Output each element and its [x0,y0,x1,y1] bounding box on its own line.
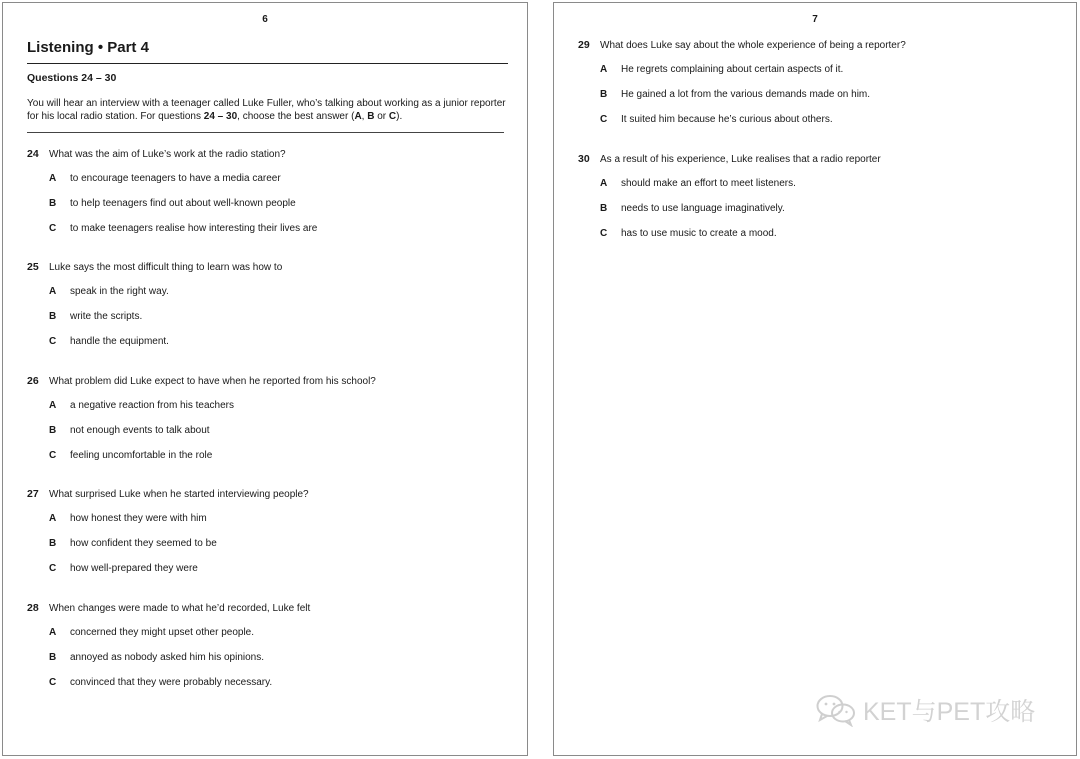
option-b [27,652,517,666]
option-letter: A [49,400,57,411]
question-number: 26 [27,375,39,387]
question-text: What surprised Luke when he started interviewing people? [49,489,309,500]
option-letter: B [49,198,57,209]
question-text: What does Luke say about the whole experience of being a reporter? [600,40,906,51]
option-letter: A [600,64,608,75]
title-divider [27,63,508,64]
question-24 [27,148,517,237]
wechat-icon [815,693,857,727]
question-27 [27,488,517,577]
watermark [815,692,1035,728]
question-number: 25 [27,261,39,273]
option-letter: B [49,538,57,549]
option-a [27,400,517,414]
option-a [578,64,1066,78]
option-b [578,203,1066,217]
option-text: write the scripts. [70,311,143,322]
question-30 [578,153,1066,242]
question-number: 24 [27,148,39,160]
question-stem [578,153,1066,167]
option-letter: A [49,513,57,524]
question-number: 28 [27,602,39,614]
instructions-separator: or [374,111,389,122]
option-letter: C [49,677,57,688]
question-stem [578,39,1066,53]
option-letter: C [49,336,57,347]
question-text: Luke says the most difficult thing to learn was how to [49,262,283,273]
option-a [27,173,517,187]
option-b [27,311,517,325]
option-c [578,228,1066,242]
option-text: should make an effort to meet listeners. [621,178,796,189]
instructions-option-c: C [388,111,397,122]
question-26 [27,375,517,464]
exam-page-right [553,2,1077,756]
option-letter: A [600,178,608,189]
option-letter: A [49,173,57,184]
option-letter: C [600,228,608,239]
option-c [27,677,517,691]
question-text: What problem did Luke expect to have when he reported from his school? [49,376,376,387]
instructions-option-a: A [354,111,362,122]
option-text: to make teenagers realise how interesting their lives are [70,223,318,234]
option-c [27,336,517,350]
option-text: needs to use language imaginatively. [621,203,785,214]
option-text: how well-prepared they were [70,563,198,574]
section-heading: Questions 24 – 30 [27,72,117,84]
option-a [27,627,517,641]
watermark-text: KET与PET攻略 [863,698,1036,726]
option-c [578,114,1066,128]
option-text: how honest they were with him [70,513,207,524]
exam-page-left [2,2,528,756]
question-text: What was the aim of Luke’s work at the radio station? [49,149,286,160]
option-text: handle the equipment. [70,336,169,347]
option-a [27,286,517,300]
option-text: convinced that they were probably necessary. [70,677,273,688]
question-number: 29 [578,39,590,51]
option-b [27,198,517,212]
option-b [27,425,517,439]
option-text: feeling uncomfortable in the role [70,450,213,461]
option-text: how confident they seemed to be [70,538,217,549]
option-text: speak in the right way. [70,286,169,297]
instructions-text: , choose the best answer ( [237,111,355,122]
option-text: He gained a lot from the various demands made on him. [621,89,871,100]
option-a [578,178,1066,192]
question-stem [27,148,517,162]
option-letter: B [600,89,608,100]
question-stem [27,261,517,275]
instructions-option-b: B [367,111,375,122]
option-a [27,513,517,527]
option-letter: B [49,311,57,322]
option-text: to encourage teenagers to have a media career [70,173,281,184]
option-letter: C [49,223,57,234]
option-c [27,563,517,577]
page-number: 7 [812,14,818,25]
question-29 [578,39,1066,128]
option-text: He regrets complaining about certain aspects of it. [621,64,844,75]
question-stem [27,602,517,616]
instructions [27,97,517,123]
option-letter: C [49,563,57,574]
option-text: has to use music to create a mood. [621,228,777,239]
option-b [27,538,517,552]
option-letter: C [600,114,608,125]
option-letter: B [49,652,57,663]
question-text: When changes were made to what he’d recorded, Luke felt [49,603,311,614]
option-letter: B [600,203,608,214]
question-number: 30 [578,153,590,165]
option-text: a negative reaction from his teachers [70,400,234,411]
instructions-text: ). [396,111,403,122]
question-28 [27,602,517,691]
option-c [27,450,517,464]
instructions-divider [27,132,504,133]
part-title: Listening • Part 4 [27,39,149,56]
option-text: to help teenagers find out about well-known people [70,198,296,209]
question-25 [27,261,517,350]
option-text: It suited him because he’s curious about others. [621,114,833,125]
question-number: 27 [27,488,39,500]
option-c [27,223,517,237]
option-b [578,89,1066,103]
option-letter: A [49,286,57,297]
option-text: not enough events to talk about [70,425,210,436]
question-text: As a result of his experience, Luke realises that a radio reporter [600,154,881,165]
question-stem [27,488,517,502]
page-number: 6 [262,14,268,25]
question-stem [27,375,517,389]
option-text: concerned they might upset other people. [70,627,255,638]
instructions-separator: , [361,111,368,122]
option-letter: B [49,425,57,436]
instructions-range: 24 – 30 [203,111,238,122]
option-letter: A [49,627,57,638]
instructions-text: You will hear an interview with a teenager called Luke Fuller, who’s talking about working as a junior reporter for his local radio station. For questions [27,98,506,122]
option-text: annoyed as nobody asked him his opinions. [70,652,265,663]
option-letter: C [49,450,57,461]
